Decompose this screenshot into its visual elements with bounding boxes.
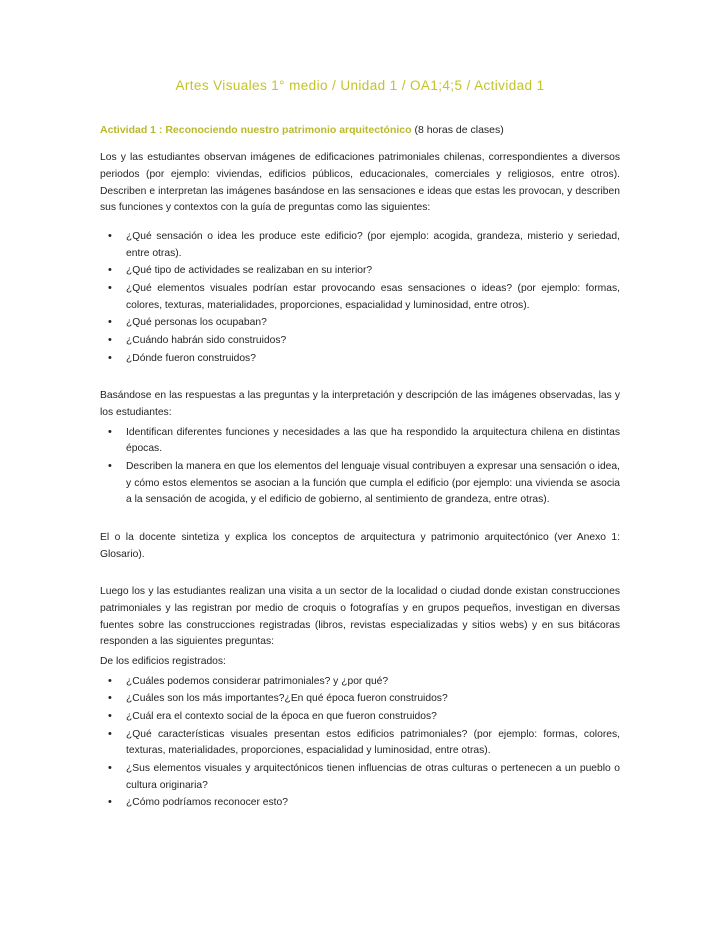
list-item: • Describen la manera en que los elementos del lenguaje visual contribuyen a expresar una sensación o idea, y cómo estos elementos se asocian a la función que cumpla el edificio (por ejemplo: una vivienda se asocia a la sensación de acogida, y el edificio de gobierno, al sentimiento de grandeza, entre otras). xyxy=(100,459,620,509)
visit-paragraph: Luego los y las estudiantes realizan una visita a un sector de la localidad o ciudad donde existan construcciones patrimoniales y las registran por medio de croquis o fotografías y en grupos pequeños, investigan en diversas fuentes sobre las construcciones registradas (libros, revistas especializadas y sitios webs) y en sus bitácoras responden a las siguientes preguntas: xyxy=(100,586,620,648)
list-item: • ¿Cuándo habrán sido construidos? xyxy=(100,333,620,350)
list-item: • Identifican diferentes funciones y necesidades a las que ha respondido la arquitectura chilena en distintas épocas. xyxy=(100,425,620,458)
list-item: • ¿Cómo podríamos reconocer esto? xyxy=(100,795,620,812)
list-item: • ¿Cuáles son los más importantes?¿En qué época fueron construidos? xyxy=(100,691,620,708)
list-item: • ¿Dónde fueron construidos? xyxy=(100,351,620,368)
buildings-lead: De los edificios registrados: xyxy=(100,655,226,667)
list-item: • ¿Cuál era el contexto social de la época en que fueron construidos? xyxy=(100,709,620,726)
list-item: • ¿Qué características visuales presentan estos edificios patrimoniales? (por ejemplo: formas, colores, texturas, materialidades, proporciones, espacialidad y luminosidad, entre otras). xyxy=(100,727,620,760)
spacer xyxy=(100,575,620,584)
activity-label: Actividad 1 : Reconociendo nuestro patrimonio arquitectónico xyxy=(100,124,412,136)
activity-heading xyxy=(100,123,620,137)
based-on-paragraph: Basándose en las respuestas a las preguntas y la interpretación y descripción de las imágenes observadas, las y los estudiantes: xyxy=(100,390,620,418)
spacer xyxy=(100,521,620,530)
spacer xyxy=(100,379,620,388)
list-item: • ¿Qué elementos visuales podrían estar provocando esas sensaciones o ideas? (por ejemplo: formas, colores, texturas, materialidades, proporciones, espacialidad y luminosidad, entre otros). xyxy=(100,281,620,314)
list-item: • ¿Cuáles podemos considerar patrimoniales? y ¿por qué? xyxy=(100,674,620,691)
list-item: • ¿Qué tipo de actividades se realizaban en su interior? xyxy=(100,263,620,280)
list-item: • ¿Qué personas los ocupaban? xyxy=(100,315,620,332)
activity-hours: (8 horas de clases) xyxy=(414,124,504,136)
page-title: Artes Visuales 1° medio / Unidad 1 / OA1;4;5 / Actividad 1 xyxy=(175,78,545,93)
list-item: • ¿Qué sensación o idea les produce este edificio? (por ejemplo: acogida, grandeza, misterio y seriedad, entre otras). xyxy=(100,229,620,262)
list-item: • ¿Sus elementos visuales y arquitectónicos tienen influencias de otras culturas o pertenecen a un pueblo o cultura originaria? xyxy=(100,761,620,794)
building-questions-list xyxy=(100,674,620,812)
question-list xyxy=(100,229,620,367)
student-actions-list xyxy=(100,425,620,509)
intro-paragraph: Los y las estudiantes observan imágenes de edificaciones patrimoniales chilenas, correspondientes a diversos periodos (por ejemplo: viviendas, edificios públicos, educacionales, comerciales y religiosos, entre otros). Describen e interpretan las imágenes basándose en las sensaciones e ideas que estas les provocan, y describen sus funciones y contextos con la guía de preguntas como las siguientes: xyxy=(100,152,620,214)
teacher-paragraph: El o la docente sintetiza y explica los conceptos de arquitectura y patrimonio arquitectónico (ver Anexo 1: Glosario). xyxy=(100,531,620,560)
